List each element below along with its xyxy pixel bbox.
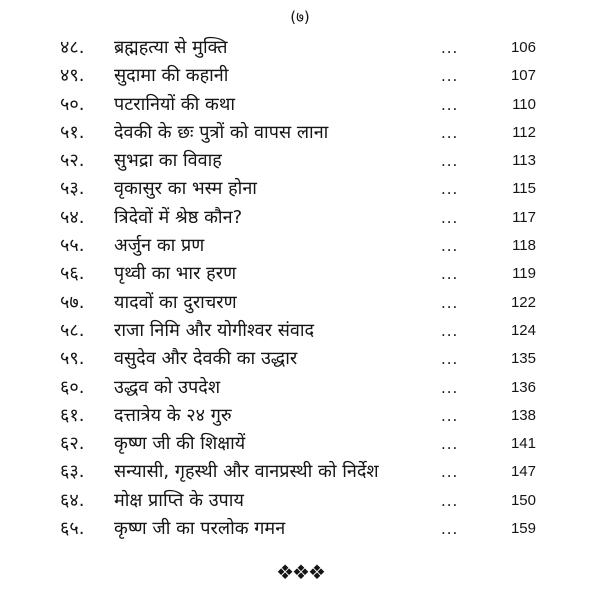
toc-entry-56 (0, 260, 600, 288)
toc-entry-number: ६२. (60, 433, 85, 455)
toc-entry-dots: ... (441, 123, 459, 142)
toc-entry-number: ६०. (60, 376, 85, 398)
toc-entry-dots: ... (441, 67, 459, 86)
toc-entry-number: ५४. (60, 206, 85, 228)
toc-entry-page: 106 (510, 39, 536, 56)
toc-entry-number: ५३. (60, 178, 85, 200)
toc-entry-page: 150 (510, 491, 536, 509)
toc-entry-54 (0, 204, 600, 232)
toc-entry-dots: ... (441, 152, 459, 171)
toc-entry-dots: ... (441, 350, 459, 369)
toc-entry-title: कृष्ण जी की शिक्षायें (114, 433, 246, 455)
toc-entry-51 (0, 119, 600, 147)
toc-entry-page: 122 (510, 293, 536, 311)
toc-entry-50 (0, 91, 600, 119)
toc-entry-title: त्रिदेवों में श्रेष्ठ कौन? (114, 206, 243, 228)
toc-entry-57 (0, 289, 600, 317)
end-ornament-icon: ❖❖❖ (276, 560, 324, 584)
toc-entry-65 (0, 515, 600, 543)
toc-entry-page: 113 (512, 152, 536, 170)
toc-entry-title: यादवों का दुराचरण (114, 291, 237, 313)
toc-entry-page: 117 (512, 208, 536, 226)
toc-entry-title: वसुदेव और देवकी का उद्धार (114, 348, 298, 370)
toc-entry-number: ६३. (60, 461, 85, 483)
toc-entry-58 (0, 317, 600, 345)
toc-entry-dots: ... (441, 95, 459, 114)
toc-entry-dots: ... (441, 491, 459, 510)
toc-entry-title: ब्रह्महत्या से मुक्ति (114, 37, 228, 58)
toc-entry-48 (0, 34, 600, 62)
toc-entry-number: ५८. (60, 319, 85, 341)
toc-entry-number: ५१. (60, 121, 85, 143)
toc-entry-number: ५९. (60, 348, 85, 370)
toc-entry-63 (0, 458, 600, 486)
toc-entry-number: ६१. (60, 404, 85, 426)
toc-entry-dots: ... (441, 180, 459, 199)
toc-entry-title: पृथ्वी का भार हरण (114, 263, 237, 285)
toc-entry-62 (0, 430, 600, 458)
toc-entry-number: ४९. (60, 65, 85, 87)
toc-entry-title: पटरानियों की कथा (114, 93, 235, 115)
toc-entry-number: ६४. (60, 489, 85, 511)
toc-entry-title: उद्धव को उपदेश (114, 376, 221, 398)
page-number: (७) (290, 8, 310, 26)
toc-entry-title: दत्तात्रेय के २४ गुरु (114, 404, 232, 426)
toc-entry-title: मोक्ष प्राप्ति के उपाय (114, 489, 244, 511)
toc-entry-page: 141 (510, 435, 536, 453)
toc-entry-dots: ... (441, 406, 459, 425)
toc-entry-title: अर्जुन का प्रण (114, 235, 205, 257)
toc-entry-dots: ... (441, 39, 459, 57)
toc-entry-title: वृकासुर का भस्म होना (114, 178, 257, 200)
toc-entry-page: 124 (510, 321, 536, 339)
toc-entry-dots: ... (441, 520, 459, 539)
toc-entry-title: सुभद्रा का विवाह (114, 150, 222, 172)
toc-entry-title: सन्यासी, गृहस्थी और वानप्रस्थी को निर्देश (114, 461, 379, 483)
toc-entry-dots: ... (441, 237, 459, 256)
toc-entry-number: ६५. (60, 518, 85, 540)
toc-entry-number: ५७. (60, 291, 85, 313)
toc-entry-page: 135 (510, 350, 536, 368)
toc-entry-page: 112 (512, 123, 536, 141)
toc-entry-55 (0, 232, 600, 260)
toc-entry-page: 110 (512, 95, 536, 113)
toc-entry-53 (0, 175, 600, 203)
toc-entry-page: 136 (510, 378, 536, 396)
toc-entry-page: 147 (510, 463, 536, 481)
toc-entry-61 (0, 402, 600, 430)
toc-entry-59 (0, 345, 600, 373)
toc-entry-page: 115 (512, 180, 536, 198)
toc-entry-page: 138 (510, 406, 536, 424)
toc-entry-page: 107 (510, 67, 536, 85)
toc-entry-number: ५६. (60, 263, 85, 285)
toc-entry-dots: ... (441, 265, 459, 284)
toc-entry-title: देवकी के छः पुत्रों को वापस लाना (114, 121, 329, 143)
toc-entry-dots: ... (441, 293, 459, 312)
toc-entry-dots: ... (441, 378, 459, 397)
toc-entry-number: ५०. (60, 93, 85, 115)
toc-entry-number: ५५. (60, 235, 85, 257)
toc-entry-number: ५२. (60, 150, 85, 172)
toc-entry-page: 119 (512, 265, 536, 283)
toc-entry-title: राजा निमि और योगीश्वर संवाद (114, 319, 315, 341)
toc-entry-52 (0, 147, 600, 175)
toc-entry-dots: ... (441, 463, 459, 482)
toc-entry-dots: ... (441, 435, 459, 454)
toc-entry-number: ४८. (60, 37, 85, 58)
table-of-contents (0, 34, 600, 543)
toc-entry-title: कृष्ण जी का परलोक गमन (114, 518, 286, 540)
toc-entry-dots: ... (441, 321, 459, 340)
toc-entry-page: 118 (512, 237, 536, 255)
toc-entry-49 (0, 62, 600, 90)
toc-entry-title: सुदामा की कहानी (114, 65, 229, 87)
toc-entry-page: 159 (510, 520, 536, 538)
toc-entry-60 (0, 374, 600, 402)
toc-entry-64 (0, 487, 600, 515)
toc-entry-dots: ... (441, 208, 459, 227)
